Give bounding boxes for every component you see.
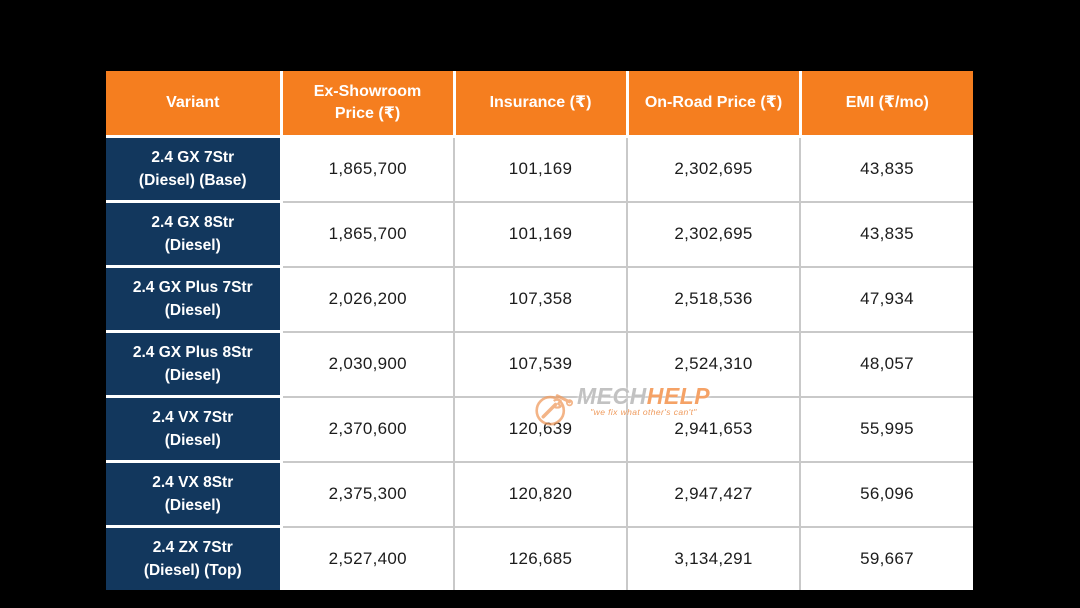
table-row [106, 527, 973, 591]
column-header-insurance [454, 71, 627, 137]
emi-cell: 48,057 [800, 332, 973, 397]
variant-cell [106, 137, 281, 202]
ex-showroom-price-cell: 2,375,300 [281, 462, 454, 527]
variant-name-line1: 2.4 GX Plus 7Str [132, 279, 253, 296]
watermark-brand-help: HELP [646, 383, 711, 409]
table-header-row [106, 71, 973, 137]
variant-cell [106, 202, 281, 267]
column-header-label: Insurance (₹) [489, 94, 592, 111]
column-header-label: On-Road Price (₹) [644, 94, 783, 111]
column-header-emi [800, 71, 973, 137]
variant-name-line2: (Diesel) [164, 237, 221, 254]
table-row [106, 397, 973, 462]
watermark-tagline: "we fix what other's can't" [590, 407, 697, 417]
ex-showroom-price-cell: 2,370,600 [281, 397, 454, 462]
table-row [106, 462, 973, 527]
on-road-price-cell: 2,302,695 [627, 202, 800, 267]
variant-cell [106, 267, 281, 332]
insurance-cell: 107,358 [454, 267, 627, 332]
insurance-cell: 120,820 [454, 462, 627, 527]
variant-price-table [106, 71, 973, 590]
variant-cell [106, 527, 281, 591]
on-road-price-cell: 2,524,310 [627, 332, 800, 397]
variant-name-line2: (Diesel) [164, 432, 221, 449]
insurance-cell: 101,169 [454, 137, 627, 202]
variant-name-line2: (Diesel) [164, 302, 221, 319]
ex-showroom-price-cell: 1,865,700 [281, 137, 454, 202]
insurance-cell: 126,685 [454, 527, 627, 591]
variant-name-line1: 2.4 ZX 7Str [152, 539, 233, 556]
on-road-price-cell: 3,134,291 [627, 527, 800, 591]
variant-name-line1: 2.4 VX 7Str [152, 409, 234, 426]
variant-name-line2: (Diesel) [164, 497, 221, 514]
ex-showroom-price-cell: 2,026,200 [281, 267, 454, 332]
emi-cell: 43,835 [800, 202, 973, 267]
variant-name-line1: 2.4 GX 8Str [151, 214, 235, 231]
variant-name-line2: (Diesel) (Base) [138, 172, 247, 189]
insurance-cell: 101,169 [454, 202, 627, 267]
variant-cell [106, 332, 281, 397]
on-road-price-cell: 2,302,695 [627, 137, 800, 202]
variant-name-line1: 2.4 GX 7Str [151, 149, 235, 166]
emi-cell: 59,667 [800, 527, 973, 591]
watermark-brand-mech: MECH [577, 383, 647, 409]
ex-showroom-price-cell: 2,030,900 [281, 332, 454, 397]
variant-name-line2: (Diesel) [164, 367, 221, 384]
on-road-price-cell: 2,941,653 [627, 397, 800, 462]
column-header-label: EMI (₹/mo) [845, 94, 929, 111]
column-header-ex-showroom [281, 71, 454, 137]
column-header-label: Price (₹) [334, 105, 401, 122]
emi-cell: 56,096 [800, 462, 973, 527]
ex-showroom-price-cell: 1,865,700 [281, 202, 454, 267]
emi-cell: 43,835 [800, 137, 973, 202]
column-header-label: Variant [166, 94, 220, 111]
on-road-price-cell: 2,518,536 [627, 267, 800, 332]
variant-cell [106, 397, 281, 462]
insurance-cell: 120,639 [454, 397, 627, 462]
table-row [106, 137, 973, 202]
table-row [106, 332, 973, 397]
column-header-variant [106, 71, 281, 137]
emi-cell: 55,995 [800, 397, 973, 462]
column-header-label: Ex-Showroom [313, 83, 422, 100]
variant-name-line1: 2.4 GX Plus 8Str [132, 344, 253, 361]
insurance-cell: 107,539 [454, 332, 627, 397]
on-road-price-cell: 2,947,427 [627, 462, 800, 527]
emi-cell: 47,934 [800, 267, 973, 332]
ex-showroom-price-cell: 2,527,400 [281, 527, 454, 591]
column-header-on-road [627, 71, 800, 137]
variant-name-line2: (Diesel) (Top) [143, 562, 242, 579]
table-row [106, 267, 973, 332]
table-row [106, 202, 973, 267]
variant-name-line1: 2.4 VX 8Str [152, 474, 234, 491]
variant-cell [106, 462, 281, 527]
